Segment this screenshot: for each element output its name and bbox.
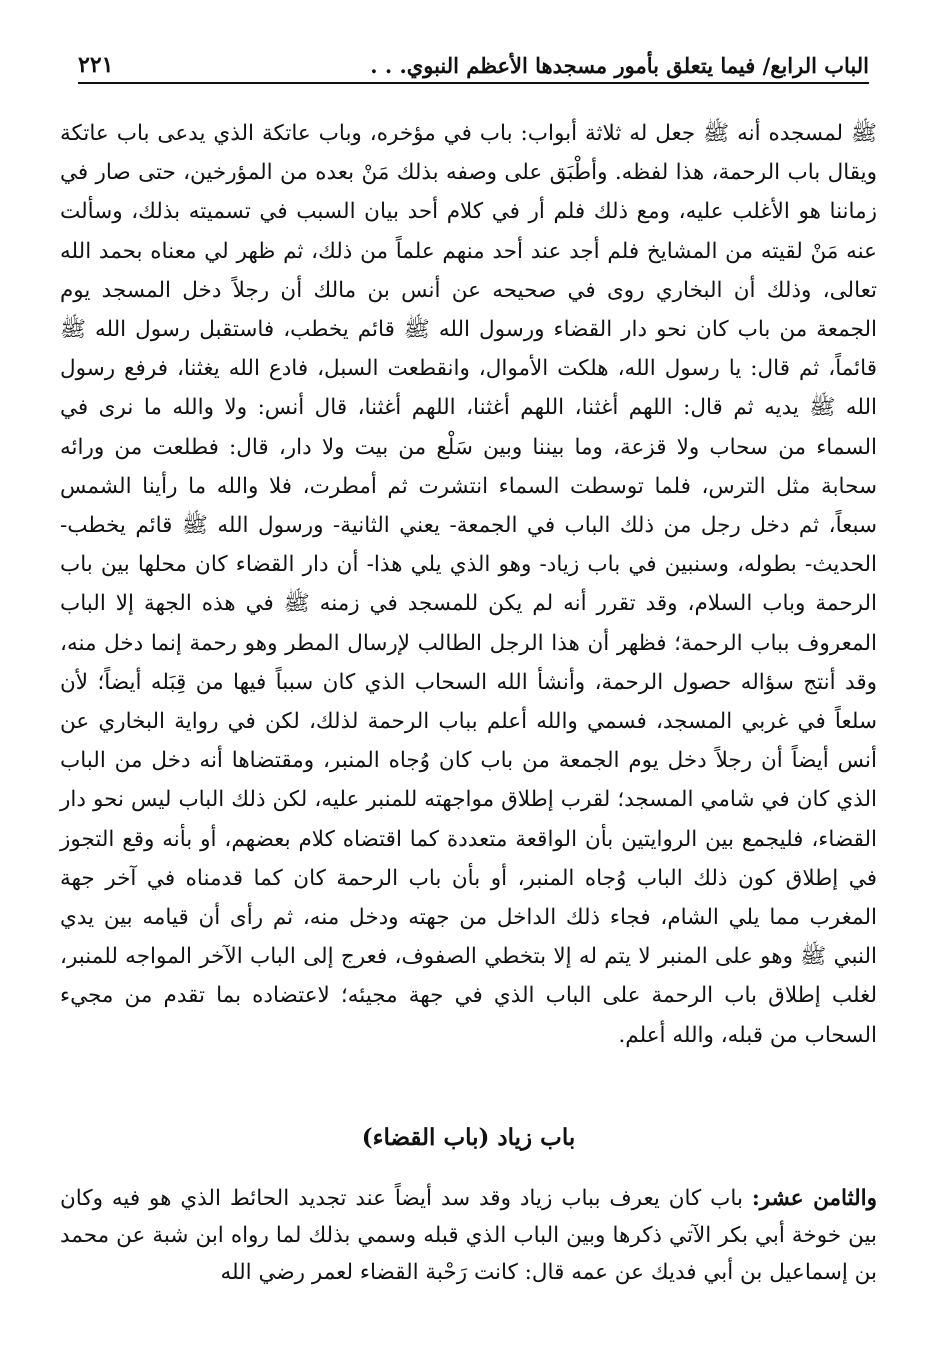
section-heading: باب زياد (باب القضاء) (361, 1124, 576, 1151)
running-header (78, 44, 869, 84)
section-text-block (60, 1180, 877, 1291)
chapter-running-title: الباب الرابع/ فيما يتعلق بأمور مسجدها الأعظم النبوي. . . (370, 53, 869, 78)
section-lead-word: والثامن عشر: (751, 1186, 877, 1211)
section-paragraph-text: باب كان يعرف بباب زياد وقد سد أيضاً عند تجديد الحائط الذي هو فيه وكان بين خوخة أبي بكر الآتي ذكرها وبين الباب الذي قبله وسمي بذلك لما رواه ابن شبة عن محمد بن إسماعيل بن أبي فديك عن عمه قال: كانت رَحْبة القضاء لعمر رضي الله (60, 1186, 877, 1285)
page-number: ٢٢١ (78, 52, 114, 78)
main-paragraph: ﷺ لمسجده أنه ﷺ جعل له ثلاثة أبواب: باب في مؤخره، وباب عاتكة الذي يدعى باب عاتكة ويقال باب الرحمة، هذا لفظه. وأطْبَق على وصفه بذلك مَنْ بعده من المؤرخين، حتى صار في زماننا هو الأغلب عليه، ومع ذلك فلم أر في كلام أحد بيان السبب في تسميته بذلك، وسألت عنه مَنْ لقيته من المشايخ فلم أجد عند أحد منهم علماً من ذلك، ثم ظهر لي معناه بحمد الله تعالى، وذلك أن البخاري روى في صحيحه عن أنس بن مالك أن رجلاً دخل المسجد يوم الجمعة من باب كان نحو دار القضاء ورسول الله ﷺ قائم يخطب، فاستقبل رسول الله ﷺ قائماً، ثم قال: يا رسول الله، هلكت الأموال، وانقطعت السبل، فادع الله يغثنا، فرفع رسول الله ﷺ يديه ثم قال: اللهم أغثنا، اللهم أغثنا، اللهم أغثنا، قال أنس: ولا والله ما نرى في السماء من سحاب ولا قزعة، وما بيننا وبين سَلْع من بيت ولا دار، قال: فطلعت من ورائه سحابة مثل الترس، فلما توسطت السماء انتشرت ثم أمطرت، فلا والله ما رأينا الشمس سبعاً، ثم دخل رجل من ذلك الباب في الجمعة- يعني الثانية- ورسول الله ﷺ قائم يخطب- الحديث- بطوله، وسنبين في باب زياد- وهو الذي يلي هذا- أن دار القضاء كان محلها بين باب الرحمة وباب السلام، وقد تقرر أنه لم يكن للمسجد في زمنه ﷺ في هذه الجهة إلا الباب المعروف بباب الرحمة؛ فظهر أن هذا الرجل الطالب لإرسال المطر وهو رحمة إنما دخل منه، وقد أنتج سؤاله حصول الرحمة، وأنشأ الله السحاب الذي كان سبباً فيها من قِبَله أيضاً؛ لأن سلعاً في غربي المسجد، فسمي والله أعلم بباب الرحمة لذلك، لكن في رواية البخاري عن أنس أيضاً أن رجلاً دخل يوم الجمعة من باب كان وُجاه المنبر، ومقتضاها أنه دخل من الباب الذي كان في شامي المسجد؛ لقرب إطلاق مواجهته للمنبر عليه، لكن ذلك الباب ليس نحو دار القضاء، فليجمع بين الروايتين بأن الواقعة متعددة كما اقتضاه كلام بعضهم، أو بأنه وقع التجوز في إطلاق كون ذلك الباب وُجاه المنبر، أو بأن باب الرحمة كان كما قدمناه في آخر جهة المغرب مما يلي الشام، فجاء ذلك الداخل من جهته ودخل منه، ثم رأى أن قيامه بين يدي النبي ﷺ وهو على المنبر لا يتم له إلا بتخطي الصفوف، فعرج إلى الباب الآخر المواجه للمنبر، لغلب إطلاق باب الرحمة على الباب الذي في جهة مجيئه؛ لاعتضاده بما تقدم من مجيء السحاب من قبله، والله أعلم. (60, 121, 877, 1048)
section-paragraph (60, 1180, 877, 1291)
main-text-block (60, 114, 877, 1055)
